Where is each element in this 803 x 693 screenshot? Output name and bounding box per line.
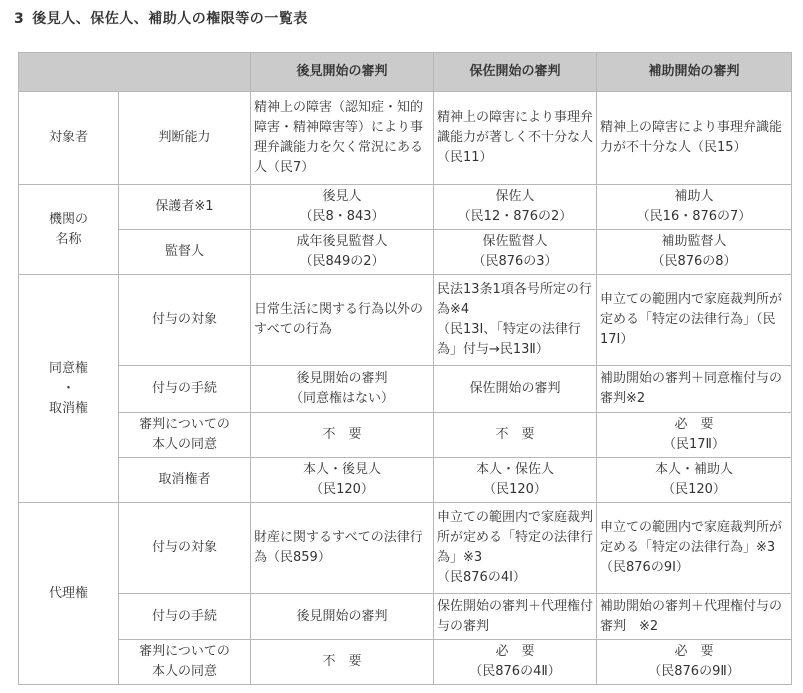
row-group-consent-line3: 取消権 [48,400,88,416]
page-title [14,8,308,28]
table-row [19,503,792,594]
cell-consent-procedure-assistance: 補助開始の審判＋同意権付与の審判※2 [597,366,792,413]
row-group-institution-line1: 機関の [48,211,88,227]
row-group-consent-line1: 同意権 [48,360,88,376]
cell-text: 後見人 [322,189,362,204]
cell-text: 補助人 [674,189,714,204]
row-label-consent-procedure: 付与の手続 [119,366,251,413]
cell-agency-scope-guardianship: 財産に関するすべての法律行為（民859） [251,503,434,594]
cell-text: 必 要 [674,644,714,659]
table-row [19,594,792,640]
table-row [19,230,792,275]
cell-agency-person-guardianship: 不 要 [251,640,434,685]
cell-revoker-assistance [597,458,792,503]
authority-table [18,52,792,685]
cell-agency-procedure-guardianship: 後見開始の審判 [251,594,434,640]
cell-consent-person-curatorship: 不 要 [434,413,597,458]
cell-consent-procedure-curatorship: 保佐開始の審判 [434,366,597,413]
row-group-consent [19,275,119,503]
cell-text: 申立ての範囲内で家庭裁判所が定める「特定の法律行為」※3 [437,510,594,565]
cell-subject-assistance: 精神上の障害により事理弁識能力が不十分な人（民15） [597,92,792,185]
cell-consent-scope-assistance: 申立ての範囲内で家庭裁判所が定める「特定の法律行為」（民17Ⅰ） [597,275,792,366]
row-group-consent-line2: ・ [61,380,75,396]
table-row [19,413,792,458]
cell-text: （民876の8） [651,254,737,269]
row-label-consent-person-consent [119,413,251,458]
cell-agency-person-curatorship [434,640,597,685]
cell-agency-scope-curatorship [434,503,597,594]
cell-text: 本人・後見人 [302,462,381,477]
cell-text: （民876の4Ⅰ） [437,570,526,585]
cell-supervisor-curatorship [434,230,597,275]
cell-text: （民876の9Ⅰ） [600,560,689,575]
cell-revoker-guardianship [251,458,434,503]
cell-text: （民17Ⅱ） [663,437,725,452]
row-label-capacity: 判断能力 [119,92,251,185]
table-row [19,92,792,185]
row-label-agency-scope: 付与の対象 [119,503,251,594]
header-corner [19,53,251,92]
cell-text: 補助監督人 [661,234,727,249]
cell-consent-person-guardianship: 不 要 [251,413,434,458]
cell-text: 審判についての [139,644,230,659]
cell-text: （同意権はない） [289,391,394,406]
cell-protector-assistance [597,185,792,230]
header-assistance: 補助開始の審判 [597,53,792,92]
cell-revoker-curatorship [434,458,597,503]
cell-consent-scope-curatorship [434,275,597,366]
cell-text: 成年後見監督人 [296,234,388,249]
cell-subject-curatorship: 精神上の障害により事理弁識能力が著しく不十分な人（民11） [434,92,597,185]
cell-text: （民849の2） [299,254,385,269]
cell-agency-procedure-curatorship: 保佐開始の審判＋代理権付与の審判 [434,594,597,640]
cell-text: 本人の同意 [151,437,217,452]
row-group-institution [19,185,119,275]
cell-text: 必 要 [674,417,714,432]
header-curatorship: 保佐開始の審判 [434,53,597,92]
cell-text: 本人・補助人 [654,462,733,477]
cell-agency-procedure-assistance: 補助開始の審判＋代理権付与の審判 ※2 [597,594,792,640]
cell-text: 民法13条1項各号所定の行為※4 [437,282,592,317]
table-row [19,275,792,366]
cell-text: 保佐監督人 [482,234,548,249]
row-label-agency-procedure: 付与の手続 [119,594,251,640]
cell-text: （民13Ⅰ、「特定の法律行為」付与→民13Ⅱ） [437,322,581,357]
cell-agency-person-assistance [597,640,792,685]
section-number: 3 [14,11,25,27]
cell-text: （民876の3） [472,254,558,269]
cell-consent-procedure-guardianship [251,366,434,413]
table-row [19,640,792,685]
table-row [19,458,792,503]
cell-text: （民876の4Ⅱ） [469,664,561,679]
cell-text: 後見開始の審判 [296,371,388,386]
row-label-agency-person-consent [119,640,251,685]
cell-text: （民12・876の2） [457,209,573,224]
row-label-protector: 保護者※1 [119,185,251,230]
cell-supervisor-guardianship [251,230,434,275]
cell-protector-curatorship [434,185,597,230]
cell-supervisor-assistance [597,230,792,275]
cell-text: （民8・843） [299,209,385,224]
cell-text: （民876の9Ⅱ） [648,664,740,679]
cell-text: 申立ての範囲内で家庭裁判所が定める「特定の法律行為」※3 [600,520,783,555]
row-label-consent-scope: 付与の対象 [119,275,251,366]
row-label-revoker: 取消権者 [119,458,251,503]
cell-agency-scope-assistance [597,503,792,594]
cell-text: （民16・876の7） [636,209,752,224]
cell-text: （民120） [662,482,726,497]
cell-text: 審判についての [139,417,230,432]
cell-subject-guardianship: 精神上の障害（認知症・知的障害・精神障害等）により事理弁識能力を欠く常況にある人（民7） [251,92,434,185]
table-row [19,185,792,230]
row-group-subject: 対象者 [19,92,119,185]
cell-text: 必 要 [495,644,535,659]
cell-consent-person-assistance [597,413,792,458]
row-group-agency: 代理権 [19,503,119,685]
cell-protector-guardianship [251,185,434,230]
row-label-supervisor: 監督人 [119,230,251,275]
cell-text: 保佐人 [495,189,535,204]
cell-consent-scope-guardianship: 日常生活に関する行為以外のすべての行為 [251,275,434,366]
row-group-institution-line2: 名称 [55,231,82,247]
cell-text: （民120） [483,482,547,497]
section-title: 後見人、保佐人、補助人の権限等の一覧表 [32,11,308,27]
cell-text: （民120） [310,482,374,497]
header-row [19,53,792,92]
cell-text: 本人・保佐人 [475,462,554,477]
cell-text: 本人の同意 [151,664,217,679]
table-row [19,366,792,413]
header-guardianship: 後見開始の審判 [251,53,434,92]
